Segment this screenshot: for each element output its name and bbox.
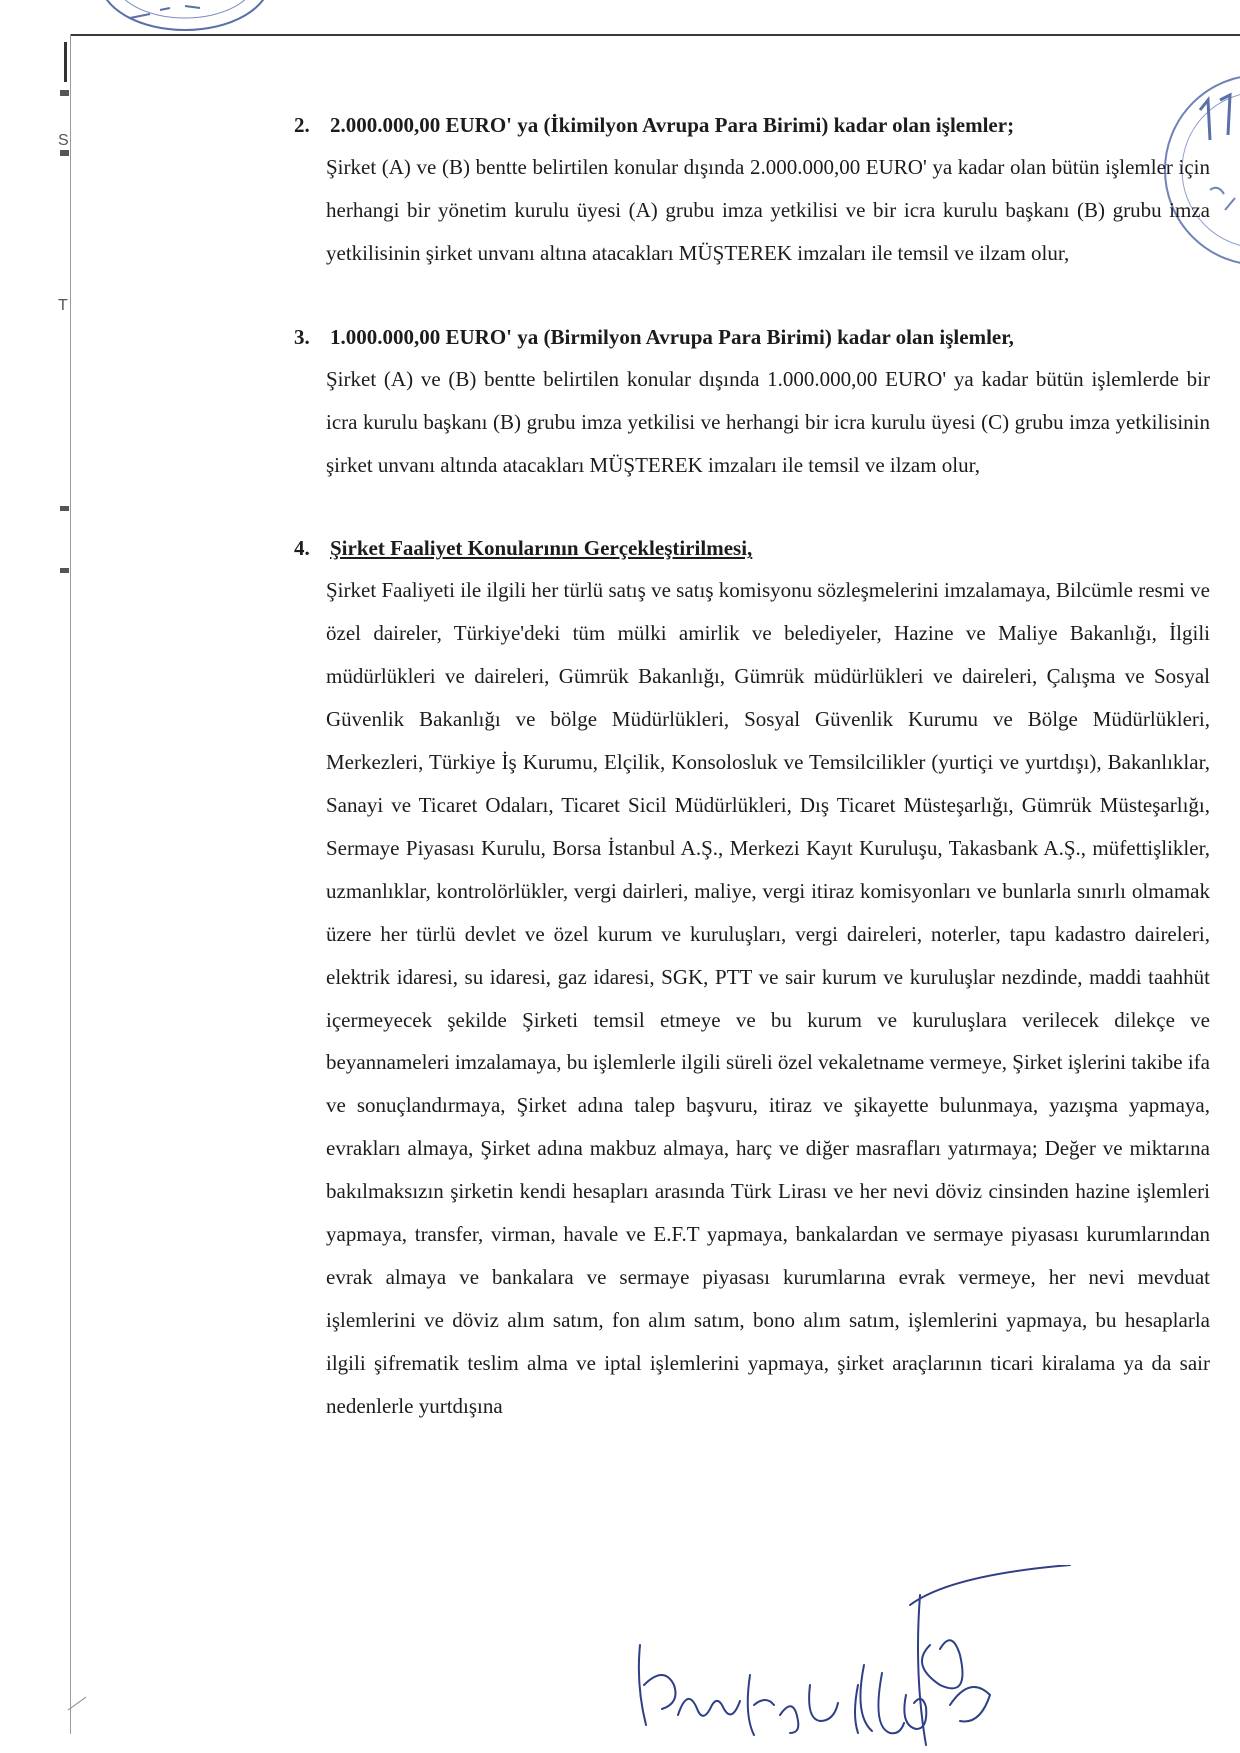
clause-4: [294, 527, 1210, 1427]
document-body: [294, 104, 1210, 1469]
stamp-top-icon: [90, 0, 280, 40]
clause-title: 1.000.000,00 EURO' ya (Birmilyon Avrupa Para Birimi) kadar olan işlemler,: [330, 324, 1014, 349]
svg-text:S: S: [58, 132, 69, 149]
clause-text: Şirket (A) ve (B) bentte belirtilen konular dışında 2.000.000,00 EURO' ya kadar olan bütün işlemler için herhangi bir yönetim kurulu üyesi (A) grubu imza yetkilisi ve bir icra kurulu başkanı (B) grubu imza yetkilisinin şirket unvanı altına atacakları MÜŞTEREK imzaları ile temsil ve ilzam olur,: [326, 155, 1210, 265]
clause-text: Şirket Faaliyeti ile ilgili her türlü satış ve satış komisyonu sözleşmelerini imzalamaya, Bilcümle resmi ve özel daireler, Türkiye'deki tüm mülki amirlik ve belediyeler, Hazine ve Maliye Bakanlığı, İlgili müdürlükleri ve daireleri, Gümrük Bakanlığı, Gümrük müdürlükleri ve daireleri, Çalışma ve Sosyal Güvenlik Bakanlığı ve bölge Müdürlükleri, Sosyal Güvenlik Kurumu ve Bölge Müdürlükleri, Merkezleri, Türkiye İş Kurumu, Elçilik, Konsolosluk ve Temsilcilikler (yurtiçi ve yurtdışı), Bakanlıklar, Sanayi ve Ticaret Odaları, Ticaret Sicil Müdürlükleri, Dış Ticaret Müsteşarlığı, Gümrük Müsteşarlığı, Sermaye Piyasası Kurulu, Borsa İstanbul A.Ş., Merkezi Kayıt Kuruluşu, Takasbank A.Ş., müfettişlikler, uzmanlıklar, kontrolörlükler, vergi dairleri, maliye, vergi itiraz komisyonları ve bunlarla sınırlı olmamak üzere her türlü devlet ve özel kurum ve kuruluşları, vergi daireleri, noterler, tapu kadastro daireleri, elektrik idaresi, su idaresi, gaz idaresi, SGK, PTT ve sair kurum ve kuruluşlar nezdinde, maddi taahhüt içermeyecek şekilde Şirketi temsil etmeye ve bu kurum ve kuruluşlara verilecek dilekçe ve beyannameleri imzalamaya, bu işlemlerle ilgili süreli özel vekaletname vermeye, Şirket işlerini takibe ifa ve sonuçlandırmaya, Şirket adına talep başvuru, itiraz ve şikayette bulunmaya, yazışma yapmaya, evrakları almaya, Şirket adına makbuz almaya, harç ve diğer masrafları yatırmaya; Değer ve miktarına bakılmaksızın şirketin kendi hesapları arasında Türk Lirası ve her nevi döviz cinsinden hazine işlemleri yapmaya, transfer, virman, havale ve E.F.T yapmaya, bankalardan ve sermaye piyasası kurumlarından evrak almaya ve bankalara ve sermaye piyasası kurumlarına evrak vermeye, her nevi mevduat işlemlerini ve döviz alım satım, fon alım satım, bono alım satım, işlemlerini yapmaya, bu hesaplarla ilgili şifrematik teslim alma ve iptal işlemlerini yapmaya, şirket araçlarının ticari kiralama ya da sair nedenlerle yurtdışına: [326, 578, 1210, 1418]
clause-heading: [294, 104, 1210, 146]
clause-text: Şirket (A) ve (B) bentte belirtilen konular dışında 1.000.000,00 EURO' ya kadar bütün işlemlerde bir icra kurulu başkanı (B) grubu imza yetkilisi ve herhangi bir icra kurulu üyesi (C) grubu imza yetkilisinin şirket unvanı altında atacakları MÜŞTEREK imzaları ile temsil ve ilzam olur,: [326, 366, 1210, 477]
binding-marks: [56, 30, 86, 1750]
clause-3: [294, 316, 1210, 487]
clause-number: 3.: [294, 324, 310, 349]
clause-heading: [294, 527, 1210, 569]
clause-heading: [294, 316, 1210, 358]
clause-title: 2.000.000,00 EURO' ya (İkimilyon Avrupa Para Birimi) kadar olan işlemler;: [330, 113, 1015, 137]
signatures-icon: [620, 1565, 1100, 1753]
clause-2: [294, 104, 1210, 275]
clause-number: 2.: [294, 113, 310, 137]
svg-text:T: T: [58, 297, 68, 314]
clause-number: 4.: [294, 536, 310, 561]
clause-title: Şirket Faaliyet Konularının Gerçekleştirilmesi,: [330, 536, 753, 561]
